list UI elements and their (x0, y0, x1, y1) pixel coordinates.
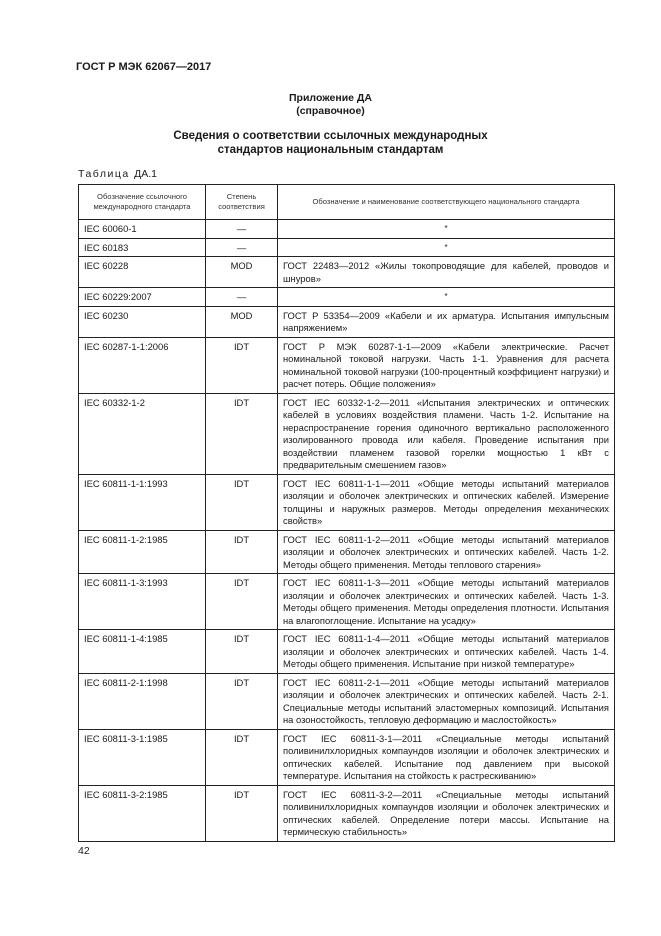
national-standard-cell: ГОСТ Р МЭК 60287-1-1—2009 «Кабели электрические. Расчет номинальной токовой нагрузки. Часть 1-1. Уравнения для расчета номинальной токовой нагрузки (100-процентный коэффициент нагрузки) и расчет потерь. Общие положения» (278, 337, 615, 393)
table-row (79, 530, 615, 574)
degree-cell: IDT (206, 785, 278, 841)
table-row (79, 288, 615, 307)
international-standard-cell: IEC 60811-1-3:1993 (79, 574, 206, 630)
international-standard-cell: IEC 60229:2007 (79, 288, 206, 307)
degree-cell: IDT (206, 337, 278, 393)
table-row (79, 238, 615, 257)
international-standard-cell: IEC 60811-2-1:1998 (79, 673, 206, 729)
national-standard-cell: * (278, 220, 615, 239)
international-standard-cell: IEC 60060-1 (79, 220, 206, 239)
degree-cell: IDT (206, 630, 278, 674)
appendix-subtitle: (справочное) (296, 105, 365, 117)
standards-table (78, 184, 615, 842)
table-caption-number: ДА.1 (134, 168, 157, 180)
degree-cell: MOD (206, 306, 278, 337)
international-standard-cell: IEC 60811-1-4:1985 (79, 630, 206, 674)
column-header-degree: Степень соответствия (206, 185, 278, 220)
table-row (79, 729, 615, 785)
international-standard-cell: IEC 60811-3-1:1985 (79, 729, 206, 785)
international-standard-cell: IEC 60287-1-1:2006 (79, 337, 206, 393)
national-standard-cell: ГОСТ Р 53354—2009 «Кабели и их арматура. Испытания импульсным напряжением» (278, 306, 615, 337)
national-standard-cell: ГОСТ IEC 60811-1-4—2011 «Общие методы испытаний материалов изоляции и оболочек электрических и оптических кабелей. Часть 1-4. Методы общего применения. Испытание при низкой температуре» (278, 630, 615, 674)
table-row (79, 337, 615, 393)
section-title (0, 129, 661, 157)
table-row (79, 393, 615, 474)
national-standard-cell: ГОСТ IEC 60811-2-1—2011 «Общие методы испытаний материалов изоляции и оболочек электрических и оптических кабелей. Часть 2-1. Специальные методы испытаний эластомерных композиций. Испытания на озоностойкость, тепловую деформацию и маслостойкость» (278, 673, 615, 729)
column-header-international-standard: Обозначение ссылочного международного стандарта (79, 185, 206, 220)
table-row (79, 220, 615, 239)
degree-cell: MOD (206, 257, 278, 288)
degree-cell: IDT (206, 574, 278, 630)
table-body (79, 220, 615, 842)
international-standard-cell: IEC 60811-1-2:1985 (79, 530, 206, 574)
national-standard-cell: * (278, 288, 615, 307)
page-number: 42 (78, 845, 90, 857)
table-row (79, 306, 615, 337)
international-standard-cell: IEC 60228 (79, 257, 206, 288)
international-standard-cell: IEC 60811-1-1:1993 (79, 474, 206, 530)
table-row (79, 474, 615, 530)
table-header-row (79, 185, 615, 220)
table-row (79, 785, 615, 841)
table-row (79, 574, 615, 630)
column-header-national-standard: Обозначение и наименование соответствующего национального стандарта (278, 185, 615, 220)
degree-cell: — (206, 220, 278, 239)
table-row (79, 257, 615, 288)
section-title-line-1: Сведения о соответствии ссылочных международных (173, 130, 488, 142)
national-standard-cell: ГОСТ 22483—2012 «Жилы токопроводящие для кабелей, проводов и шнуров» (278, 257, 615, 288)
degree-cell: IDT (206, 729, 278, 785)
degree-cell: IDT (206, 474, 278, 530)
national-standard-cell: ГОСТ IEC 60811-3-2—2011 «Специальные методы испытаний поливинилхлоридных компаундов изоляции и оболочек электрических и оптических кабелей. Определение потери массы. Испытание на термическую стабильность» (278, 785, 615, 841)
national-standard-cell: ГОСТ IEC 60811-1-1—2011 «Общие методы испытаний материалов изоляции и оболочек электрических и оптических кабелей. Измерение толщины и наружных размеров. Методы определения механических свойств» (278, 474, 615, 530)
table-caption (78, 168, 157, 180)
degree-cell: — (206, 288, 278, 307)
appendix-title: Приложение ДА (289, 92, 372, 104)
table-row (79, 673, 615, 729)
degree-cell: IDT (206, 530, 278, 574)
national-standard-cell: ГОСТ IEC 60811-1-2—2011 «Общие методы испытаний материалов изоляции и оболочек электрических и оптических кабелей. Часть 1-2. Методы общего применения. Методы теплового старения» (278, 530, 615, 574)
degree-cell: IDT (206, 673, 278, 729)
table-row (79, 630, 615, 674)
international-standard-cell: IEC 60332-1-2 (79, 393, 206, 474)
national-standard-cell: ГОСТ IEC 60811-3-1—2011 «Специальные методы испытаний поливинилхлоридных компаундов изоляции и оболочек электрических и оптических кабелей. Испытание под давлением при высокой температуре. Испытания на стойкость к растрескиванию» (278, 729, 615, 785)
international-standard-cell: IEC 60230 (79, 306, 206, 337)
document-code: ГОСТ Р МЭК 62067—2017 (76, 61, 212, 73)
national-standard-cell: ГОСТ IEC 60332-1-2—2011 «Испытания электрических и оптических кабелей в условиях воздействия пламени. Часть 1-2. Испытание на нераспространение горения одиночного вертикально расположенного изолированного провода или кабеля. Проведение испытания при воздействии пламенем газовой горелки мощностью 1 кВт с предварительным смешением газов» (278, 393, 615, 474)
international-standard-cell: IEC 60183 (79, 238, 206, 257)
degree-cell: IDT (206, 393, 278, 474)
national-standard-cell: ГОСТ IEC 60811-1-3—2011 «Общие методы испытаний материалов изоляции и оболочек электрических и оптических кабелей. Часть 1-3. Методы общего применения. Методы определения плотности. Испытания на влагопоглощение. Испытание на усадку» (278, 574, 615, 630)
degree-cell: — (206, 238, 278, 257)
national-standard-cell: * (278, 238, 615, 257)
table-caption-prefix: Таблица (78, 168, 130, 180)
section-title-line-2: стандартов национальным стандартам (217, 144, 444, 156)
international-standard-cell: IEC 60811-3-2:1985 (79, 785, 206, 841)
